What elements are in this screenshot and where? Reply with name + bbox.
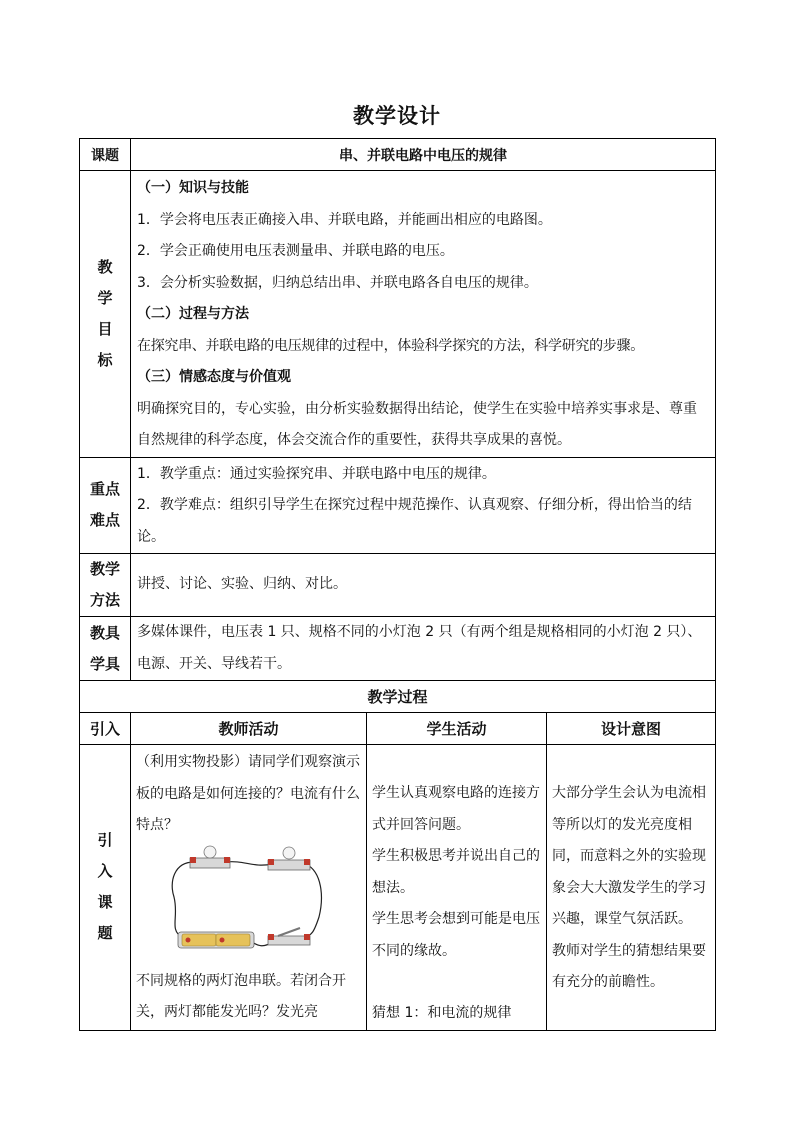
document-title: 教学设计 xyxy=(353,104,441,128)
objective-attitude-text: 明确探究目的，专心实验，由分析实验数据得出结论，使学生在实验中培养实事求是、尊重自然规律的科学态度，体会交流合作的重要性，获得共享成果的喜悦。 xyxy=(137,400,697,448)
student-activity-item: 猜想 1：和电流的规律 xyxy=(372,1005,512,1021)
header-stage: 引入 xyxy=(80,713,131,745)
circuit-diagram xyxy=(136,842,361,966)
intro-row xyxy=(80,745,716,1031)
topic-label: 课题 xyxy=(80,139,131,171)
teacher-activity-text-2: 不同规格的两灯泡串联。若闭合开关，两灯都能发光吗？发光亮 xyxy=(136,972,346,1020)
process-header-row xyxy=(80,713,716,745)
student-activity-item: 学生认真观察电路的连接方式并回答问题。 xyxy=(372,785,540,833)
intro-stage-label: 引 入 课 题 xyxy=(80,745,131,1031)
objectives-label: 教 学 目 标 xyxy=(80,171,131,458)
key-point-item: 2．教学难点：组织引导学生在探究过程中规范操作、认真观察、仔细分析，得出恰当的结论。 xyxy=(137,497,692,545)
student-activity-item: 学生思考会想到可能是电压不同的缘故。 xyxy=(372,911,540,959)
key-points-label: 重点 难点 xyxy=(80,457,131,554)
objective-process-text: 在探究串、并联电路的电压规律的过程中，体验科学探究的方法，科学研究的步骤。 xyxy=(137,337,644,354)
lesson-plan-table xyxy=(79,138,716,1031)
header-design: 设计意图 xyxy=(547,713,716,745)
key-points-content xyxy=(131,457,716,554)
objective-item: 1．学会将电压表正确接入串、并联电路，并能画出相应的电路图。 xyxy=(137,211,552,228)
design-intent-item: 大部分学生会认为电流相等所以灯的发光亮度相同，而意料之外的实验现象会大大激发学生的学习兴趣，课堂气氛活跃。 xyxy=(552,785,706,927)
student-activity xyxy=(367,745,547,1031)
switch-icon xyxy=(268,928,310,945)
objectives-heading-2: （二）过程与方法 xyxy=(137,306,249,322)
objective-item: 3．会分析实验数据，归纳总结出串、并联电路各自电压的规律。 xyxy=(137,274,538,291)
process-title-row xyxy=(80,681,716,713)
objectives-heading-3: （三）情感态度与价值观 xyxy=(137,369,291,385)
teacher-activity xyxy=(131,745,367,1031)
objectives-content xyxy=(131,171,716,458)
tools-value: 多媒体课件，电压表 1 只、规格不同的小灯泡 2 只（有两个组是规格相同的小灯泡 2 只）、电源、开关、导线若干。 xyxy=(131,617,716,681)
battery-icon xyxy=(178,932,254,948)
objectives-row xyxy=(80,171,716,458)
teacher-activity-text: （利用实物投影）请同学们观察演示板的电路是如何连接的？电流有什么特点？ xyxy=(136,754,360,833)
key-point-item: 1．教学重点：通过实验探究串、并联电路中电压的规律。 xyxy=(137,465,496,482)
design-intent-item: 教师对学生的猜想结果要有充分的前瞻性。 xyxy=(552,942,706,990)
objective-item: 2．学会正确使用电压表测量串、并联电路的电压。 xyxy=(137,243,454,259)
lamp-icon xyxy=(190,846,230,868)
topic-row xyxy=(80,139,716,171)
tools-row xyxy=(80,617,716,681)
objectives-heading-1: （一）知识与技能 xyxy=(137,180,249,196)
header-student: 学生活动 xyxy=(367,713,547,745)
student-activity-item: 学生积极思考并说出自己的想法。 xyxy=(372,848,540,896)
tools-label: 教具 学具 xyxy=(80,617,131,681)
methods-label: 教学 方法 xyxy=(80,554,131,617)
lamp-icon xyxy=(268,847,310,870)
key-points-row xyxy=(80,457,716,554)
header-teacher: 教师活动 xyxy=(131,713,367,745)
design-intent xyxy=(547,745,716,1031)
topic-value: 串、并联电路中电压的规律 xyxy=(131,139,716,171)
process-title: 教学过程 xyxy=(80,681,716,713)
methods-row xyxy=(80,554,716,617)
methods-value: 讲授、讨论、实验、归纳、对比。 xyxy=(131,554,716,617)
